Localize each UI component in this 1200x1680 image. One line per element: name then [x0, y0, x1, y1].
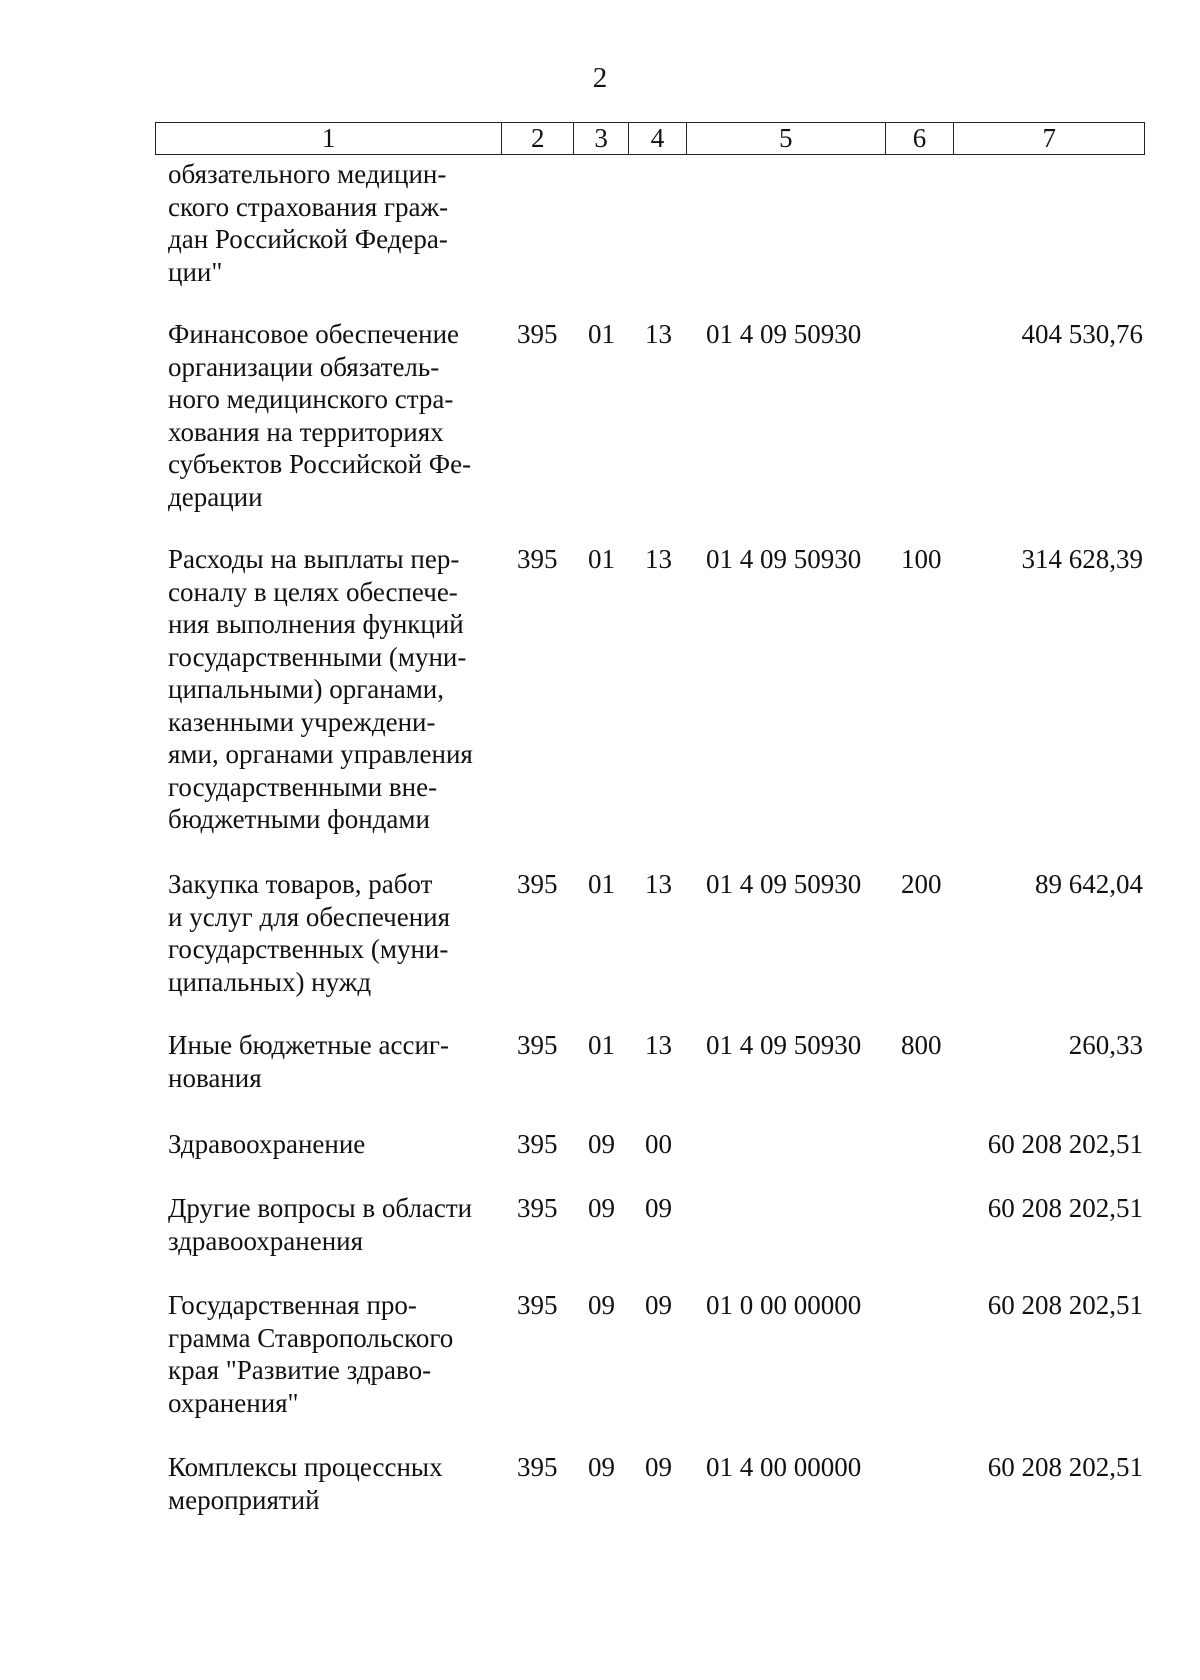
row-name-line: обязательного медицин- — [168, 159, 447, 189]
page-number: 2 — [592, 62, 608, 94]
row-name — [168, 1451, 498, 1516]
amount: 60 208 202,51 — [987, 1193, 1143, 1223]
amount: 89 642,04 — [1035, 869, 1143, 899]
section-code: 01 — [588, 544, 615, 574]
row-name — [168, 318, 498, 513]
header-col-7: 7 — [1042, 123, 1056, 153]
expense-type-code: 800 — [901, 1030, 942, 1060]
admin-code: 395 — [517, 544, 558, 574]
row-name-line: грамма Ставропольского — [168, 1322, 454, 1353]
target-item-code: 01 4 00 00000 — [706, 1452, 862, 1482]
row-name-line: субъектов Российской Фе- — [168, 449, 472, 479]
header-col-3: 3 — [574, 123, 629, 154]
admin-code: 395 — [517, 319, 558, 349]
header-col-2: 2 — [502, 123, 574, 154]
row-name-line: организации обязатель- — [168, 351, 440, 382]
subsection-code: 13 — [645, 319, 672, 349]
admin-code: 395 — [517, 869, 558, 899]
row-name-line: ния выполнения функций — [168, 609, 464, 639]
row-name-line: бюджетными фондами — [168, 804, 430, 834]
row-name-line: ципальными) органами, — [168, 674, 444, 704]
section-code: 09 — [588, 1129, 615, 1159]
subsection-code: 13 — [645, 544, 672, 574]
subsection-code: 00 — [645, 1129, 672, 1159]
header-col-5: 5 — [687, 123, 886, 154]
row-name-line: ями, органами управления — [168, 739, 473, 769]
target-item-code: 01 4 09 50930 — [706, 319, 862, 349]
amount: 260,33 — [1068, 1030, 1143, 1060]
row-name-line: дан Российской Федера- — [168, 224, 448, 254]
amount: 314 628,39 — [1021, 544, 1143, 574]
row-name-line: ского страхования граж- — [168, 191, 449, 222]
row-name-line: государственными (муни- — [168, 641, 467, 672]
expense-type-code: 100 — [901, 544, 942, 574]
row-name — [168, 1029, 498, 1094]
row-name-line: Расходы на выплаты пер- — [168, 544, 460, 574]
admin-code: 395 — [517, 1129, 558, 1159]
section-code: 09 — [588, 1290, 615, 1320]
row-name — [168, 1289, 498, 1419]
admin-code: 395 — [517, 1193, 558, 1223]
row-name — [168, 1192, 498, 1257]
row-name-line: Здравоохранение — [168, 1129, 366, 1159]
header-col-4: 4 — [629, 123, 687, 154]
section-code: 09 — [588, 1452, 615, 1482]
row-name-line: края "Развитие здраво- — [168, 1355, 432, 1385]
row-name — [168, 543, 498, 836]
subsection-code: 09 — [645, 1452, 672, 1482]
header-col-6: 6 — [886, 123, 955, 154]
row-name-line: дерации — [168, 481, 263, 512]
section-code: 09 — [588, 1193, 615, 1223]
row-name-line: Финансовое обеспечение — [168, 319, 460, 349]
amount: 60 208 202,51 — [987, 1290, 1143, 1320]
table-header — [155, 122, 1145, 155]
subsection-code: 09 — [645, 1290, 672, 1320]
row-name-line: Другие вопросы в области — [168, 1193, 473, 1223]
row-name-line: Закупка товаров, работ — [168, 869, 433, 899]
row-name-line: ции" — [168, 256, 223, 287]
admin-code: 395 — [517, 1030, 558, 1060]
admin-code: 395 — [517, 1452, 558, 1482]
row-name-line: хования на территориях — [168, 416, 444, 447]
row-name-line: мероприятий — [168, 1484, 320, 1515]
header-col-1: 1 — [156, 123, 502, 154]
row-name-line: нования — [168, 1062, 262, 1093]
row-name-line: государственными вне- — [168, 771, 438, 802]
subsection-code: 09 — [645, 1193, 672, 1223]
target-item-code: 01 0 00 00000 — [706, 1290, 862, 1320]
row-name-line: Комплексы процессных — [168, 1452, 443, 1482]
section-code: 01 — [588, 869, 615, 899]
target-item-code: 01 4 09 50930 — [706, 869, 862, 899]
row-name — [168, 868, 498, 998]
section-code: 01 — [588, 319, 615, 349]
target-item-code: 01 4 09 50930 — [706, 544, 862, 574]
row-name-line: Иные бюджетные ассиг- — [168, 1030, 449, 1060]
admin-code: 395 — [517, 1290, 558, 1320]
expense-type-code: 200 — [901, 869, 942, 899]
row-name-line: здравоохранения — [168, 1225, 364, 1256]
row-name-line: казенными учреждени- — [168, 706, 436, 737]
row-name-line: государственных (муни- — [168, 934, 449, 964]
section-code: 01 — [588, 1030, 615, 1060]
row-name-line: охранения" — [168, 1387, 299, 1418]
row-name — [168, 1128, 498, 1161]
target-item-code: 01 4 09 50930 — [706, 1030, 862, 1060]
amount: 60 208 202,51 — [987, 1129, 1143, 1159]
amount: 60 208 202,51 — [987, 1452, 1143, 1482]
row-name-line: Государственная про- — [168, 1290, 417, 1320]
row-name-line: ципальных) нужд — [168, 966, 372, 997]
row-name-line: ного медицинского стра- — [168, 384, 454, 414]
amount: 404 530,76 — [1021, 319, 1143, 349]
subsection-code: 13 — [645, 1030, 672, 1060]
row-name — [168, 158, 498, 288]
row-name-line: и услуг для обеспечения — [168, 901, 451, 932]
row-name-line: соналу в целях обеспече- — [168, 576, 458, 607]
subsection-code: 13 — [645, 869, 672, 899]
